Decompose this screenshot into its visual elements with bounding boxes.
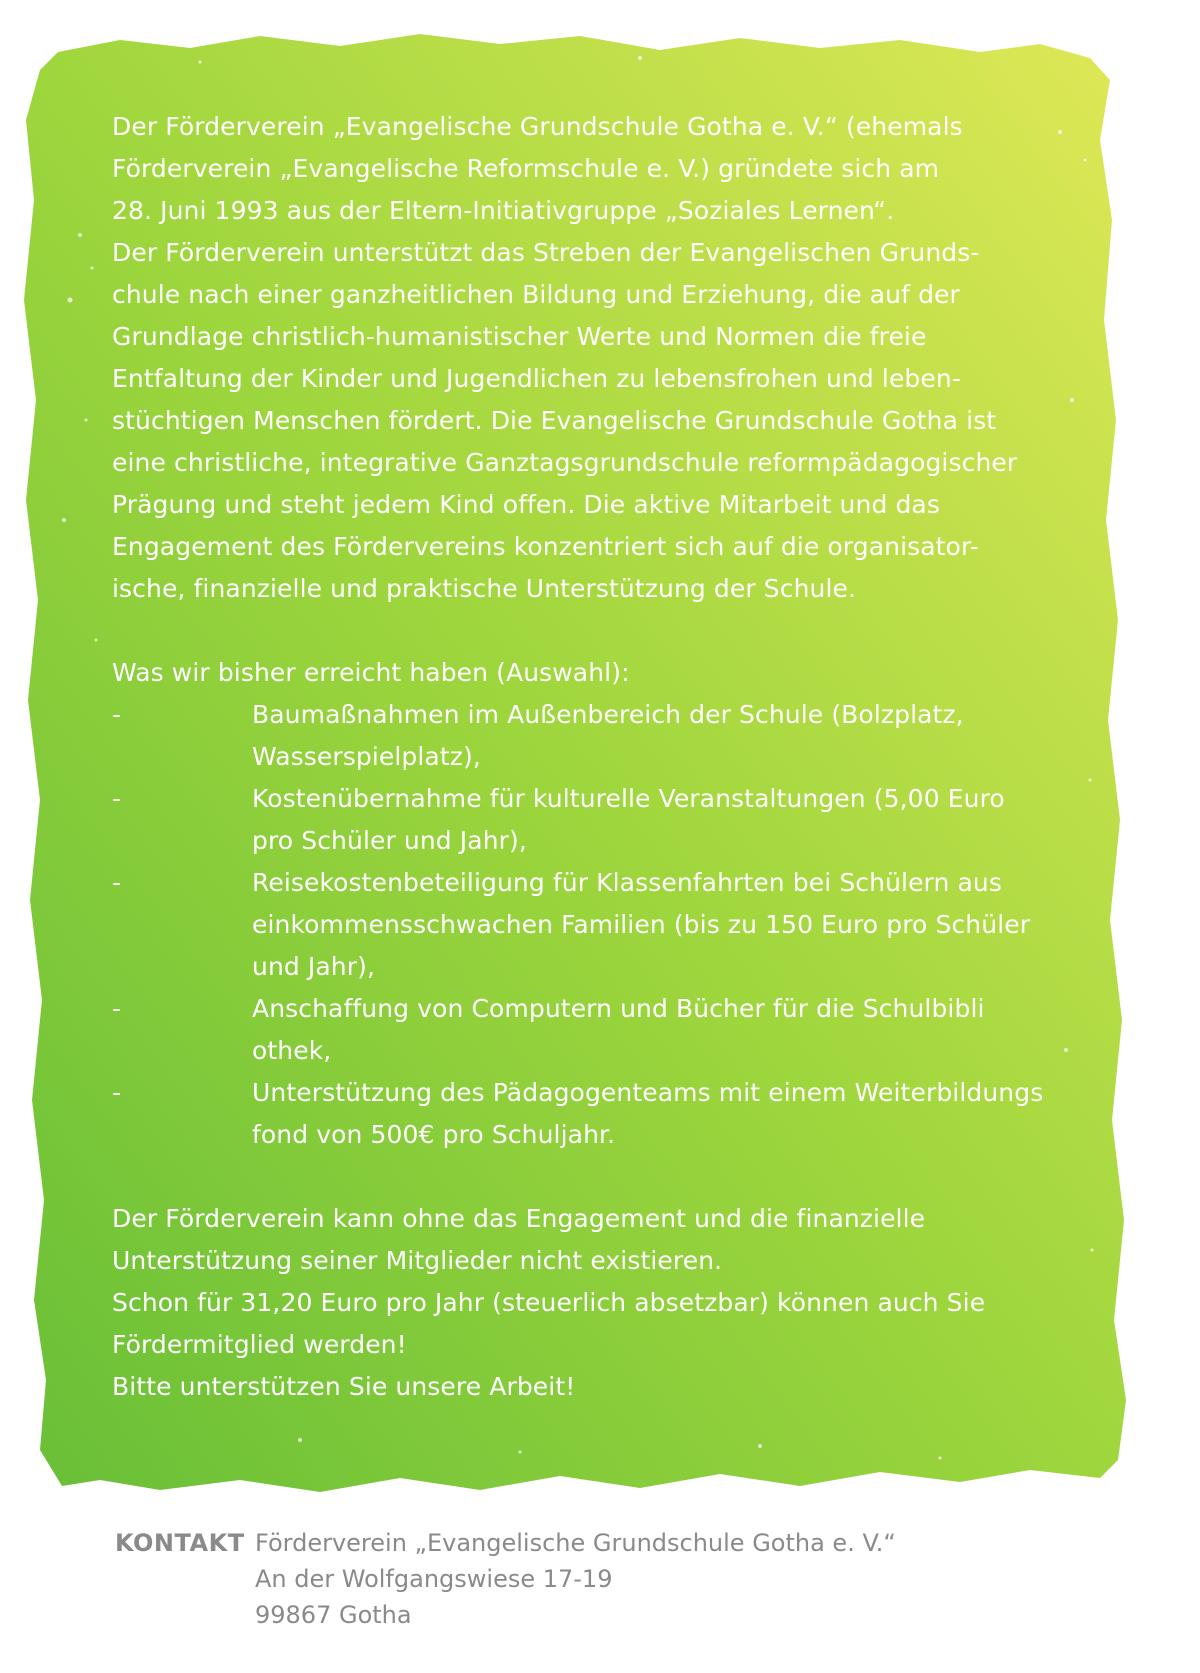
list-item-line: Kostenübernahme für kulturelle Veranstaltungen (5,00 Euro: [252, 784, 1005, 813]
intro-line: Prägung und steht jedem Kind offen. Die aktive Mitarbeit und das: [112, 490, 940, 519]
list-item-line: fond von 500€ pro Schuljahr.: [252, 1120, 616, 1149]
list-dash: -: [112, 700, 122, 729]
closing-line: Bitte unterstützen Sie unsere Arbeit!: [112, 1372, 576, 1401]
contact-street: An der Wolfgangswiese 17-19: [255, 1565, 613, 1593]
list-item: [112, 988, 1102, 1072]
list-item: [112, 778, 1102, 862]
list-item-line: einkommensschwachen Familien (bis zu 150 Euro pro Schüler: [252, 910, 1031, 939]
list-item: [112, 862, 1102, 988]
closing-line: Schon für 31,20 Euro pro Jahr (steuerlich absetzbar) können auch Sie: [112, 1288, 986, 1317]
intro-line: stüchtigen Menschen fördert. Die Evangelische Grundschule Gotha ist: [112, 406, 997, 435]
list-item-line: othek,: [252, 1036, 332, 1065]
intro-line: Der Förderverein „Evangelische Grundschule Gotha e. V.“ (ehemals: [112, 112, 963, 141]
list-item-line: Wasserspielplatz),: [252, 742, 481, 771]
intro-line: ische, finanzielle und praktische Unterstützung der Schule.: [112, 574, 857, 603]
intro-line: Engagement des Fördervereins konzentriert sich auf die organisator-: [112, 532, 979, 561]
main-text: [112, 106, 1102, 1408]
list-item-line: Anschaffung von Computern und Bücher für die Schulbibli: [252, 994, 985, 1023]
list-item: [112, 694, 1102, 778]
contact-organization: Förderverein „Evangelische Grundschule Gotha e. V.“: [255, 1529, 896, 1557]
intro-line: Der Förderverein unterstützt das Streben der Evangelischen Grunds-: [112, 238, 980, 267]
intro-line: eine christliche, integrative Ganztagsgrundschule reformpädagogischer: [112, 448, 1018, 477]
contact-address: [255, 1525, 896, 1633]
list-dash: -: [112, 1078, 122, 1107]
closing-paragraph: [112, 1198, 1102, 1408]
list-item-line: Baumaßnahmen im Außenbereich der Schule (Bolzplatz,: [252, 700, 964, 729]
intro-line: Grundlage christlich-humanistischer Werte und Normen die freie: [112, 322, 927, 351]
paragraph-spacer: [112, 1156, 1102, 1198]
contact-city: 99867 Gotha: [255, 1601, 412, 1629]
intro-line: Entfaltung der Kinder und Jugendlichen zu lebensfrohen und leben-: [112, 364, 961, 393]
list-item-line: und Jahr),: [252, 952, 376, 981]
intro-line: Förderverein „Evangelische Reformschule e. V.) gründete sich am: [112, 154, 940, 183]
achievements-list: [112, 694, 1102, 1156]
intro-line: chule nach einer ganzheitlichen Bildung und Erziehung, die auf der: [112, 280, 960, 309]
closing-line: Fördermitglied werden!: [112, 1330, 407, 1359]
paragraph-spacer: [112, 610, 1102, 652]
intro-line: 28. Juni 1993 aus der Eltern-Initiativgruppe „Soziales Lernen“.: [112, 196, 895, 225]
closing-line: Der Förderverein kann ohne das Engagement und die finanzielle: [112, 1204, 926, 1233]
list-dash: -: [112, 868, 122, 897]
closing-line: Unterstützung seiner Mitglieder nicht existieren.: [112, 1246, 723, 1275]
achievements-heading: Was wir bisher erreicht haben (Auswahl):: [112, 658, 630, 687]
list-dash: -: [112, 994, 122, 1023]
contact-block: [115, 1525, 896, 1633]
list-item-line: Reisekostenbeteiligung für Klassenfahrten bei Schülern aus: [252, 868, 1002, 897]
list-item: [112, 1072, 1102, 1156]
list-item-line: Unterstützung des Pädagogenteams mit einem Weiterbildungs: [252, 1078, 1044, 1107]
contact-label: KONTAKT: [115, 1529, 245, 1557]
list-item-line: pro Schüler und Jahr),: [252, 826, 527, 855]
list-dash: -: [112, 784, 122, 813]
intro-paragraph: [112, 106, 1102, 610]
